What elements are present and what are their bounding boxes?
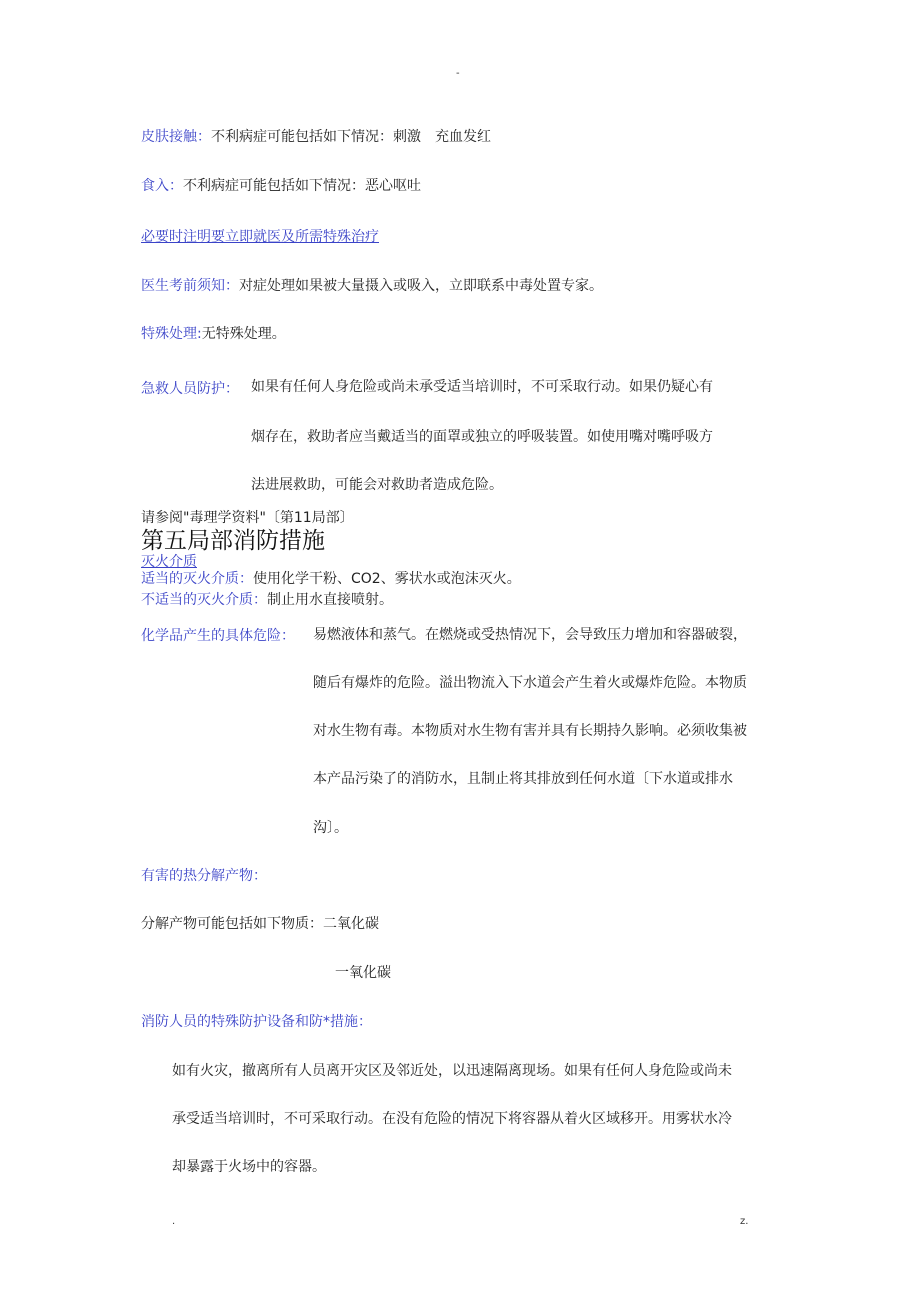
- doctor-notice-text: 对症处理如果被大量摄入或吸入，立即联系中毒处置专家。: [239, 278, 603, 294]
- footer-right-mark: z.: [740, 1216, 749, 1227]
- firefighter-protection-line: 却暴露于火场中的容器。: [172, 1159, 326, 1175]
- skin-contact-label: 皮肤接触：: [141, 129, 211, 145]
- suitable-media-row: [141, 569, 521, 589]
- rescuer-protection-line: 法进展救助，可能会对救助者造成危险。: [251, 477, 503, 493]
- special-treatment-label: 特殊处理:: [141, 326, 202, 342]
- see-also-note: 请参阅"毒理学资料"〔第11局部〕: [141, 510, 354, 526]
- unsuitable-media-row: [141, 590, 393, 610]
- rescuer-protection-line: 如果有任何人身危险或尚未承受适当培训时，不可采取行动。如果仍疑心有: [251, 379, 713, 395]
- doctor-notice-row: [141, 276, 603, 296]
- footer-left-mark: .: [172, 1216, 176, 1227]
- firefighter-protection-line: 承受适当培训时，不可采取行动。在没有危险的情况下将容器从着火区域移开。用雾状水冷: [172, 1111, 732, 1127]
- skin-contact-row: [141, 127, 491, 147]
- special-treatment-text: 无特殊处理。: [201, 326, 286, 342]
- ingestion-text: 不利病症可能包括如下情况：恶心呕吐: [183, 178, 421, 194]
- skin-contact-text: 不利病症可能包括如下情况：刺激 充血发红: [211, 129, 491, 145]
- suitable-media-label: 适当的灭火介质：: [141, 571, 253, 587]
- firefighter-protection-label: 消防人员的特殊防护设备和防*措施：: [141, 1014, 372, 1030]
- medical-attention-link[interactable]: 必要时注明要立即就医及所需特殊治疗: [141, 229, 379, 245]
- header-mark: -: [456, 68, 460, 79]
- rescuer-protection-label: 急救人员防护：: [141, 381, 239, 397]
- specific-hazards-line: 对水生物有毒。本物质对水生物有害并具有长期持久影响。必须收集被: [313, 723, 747, 739]
- specific-hazards-line: 本产品污染了的消防水，且制止将其排放到任何水道〔下水道或排水: [313, 771, 733, 787]
- section-title: 第五局部消防措施: [141, 528, 325, 554]
- unsuitable-media-text: 制止用水直接喷射。: [267, 592, 393, 608]
- ingestion-label: 食入：: [141, 178, 183, 194]
- firefighter-protection-line: 如有火灾，撤离所有人员离开灾区及邻近处，以迅速隔离现场。如果有任何人身危险或尚未: [172, 1063, 732, 1079]
- doctor-notice-label: 医生考前须知：: [141, 278, 239, 294]
- decomposition-line: 一氧化碳: [335, 965, 391, 981]
- extinguishing-media-heading[interactable]: 灭火介质: [141, 554, 197, 570]
- unsuitable-media-label: 不适当的灭火介质：: [141, 592, 267, 608]
- decomposition-label: 有害的热分解产物：: [141, 868, 267, 884]
- decomposition-line: 分解产物可能包括如下物质：二氧化碳: [141, 916, 379, 932]
- specific-hazards-label: 化学品产生的具体危险：: [141, 628, 295, 644]
- suitable-media-text: 使用化学干粉、CO2、雾状水或泡沫灭火。: [253, 571, 521, 587]
- specific-hazards-line: 沟〕。: [313, 820, 348, 836]
- rescuer-protection-line: 烟存在，救助者应当戴适当的面罩或独立的呼吸装置。如使用嘴对嘴呼吸方: [251, 429, 713, 445]
- specific-hazards-line: 随后有爆炸的危险。溢出物流入下水道会产生着火或爆炸危险。本物质: [313, 675, 747, 691]
- specific-hazards-line: 易燃液体和蒸气。在燃烧或受热情况下，会导致压力增加和容器破裂，: [313, 627, 747, 643]
- ingestion-row: [141, 176, 421, 196]
- special-treatment-row: [141, 324, 286, 344]
